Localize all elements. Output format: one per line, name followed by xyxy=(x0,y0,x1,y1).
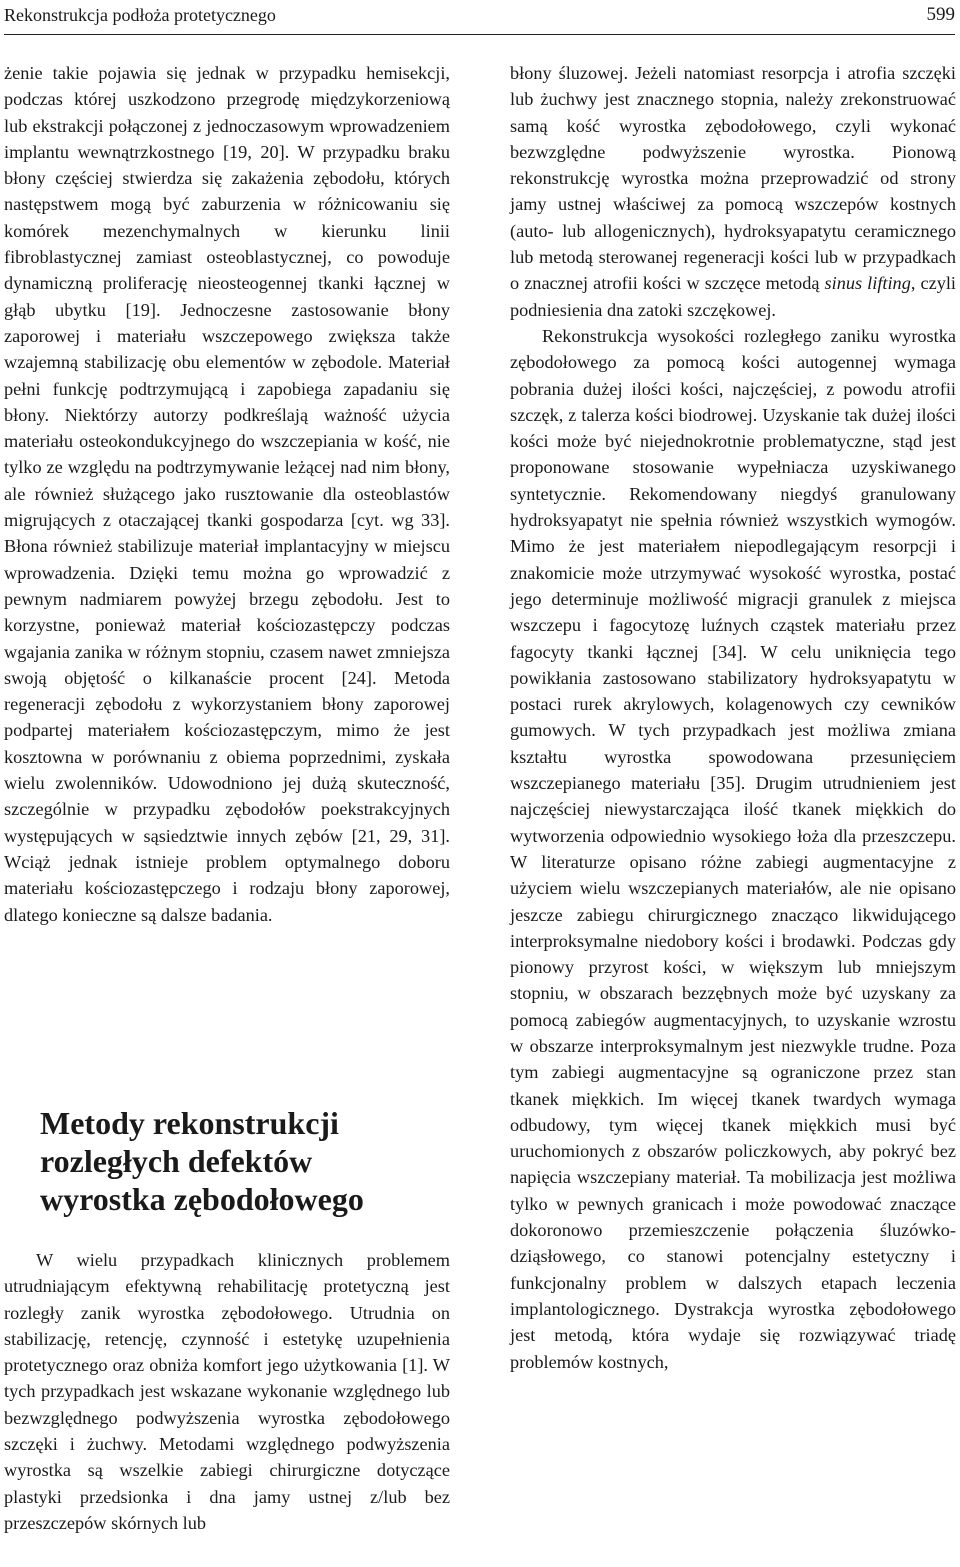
running-head xyxy=(4,0,955,30)
right-paragraph-1-text-b: , czyli podniesienia dna zatoki szczękowej. xyxy=(510,273,956,320)
left-column-upper xyxy=(4,60,450,928)
left-column-lower xyxy=(4,1247,450,1536)
right-paragraph-1 xyxy=(510,60,956,323)
header-rule xyxy=(4,34,955,35)
running-title: Rekonstrukcja podłoża protetycznego xyxy=(4,5,276,25)
right-paragraph-2: Rekonstrukcja wysokości rozległego zaniku wyrostka zębodołowego za pomocą kości autogennej wymaga pobrania dużej ilości kości, najczęściej, z powodu atrofii szczęk, z talerza kości biodrowej. Uzyskanie tak dużej ilości kości może być niejednokrotnie problematyczne, stąd jest proponowane stosowanie wypełniacza uzyskiwanego syntetycznie. Rekomendowany niegdyś granulowany hydroksyapatyt nie spełnia również wszystkich wymogów. Mimo że jest materiałem niepodlegającym resorpcji i znakomicie może utrzymywać wysokość wyrostka, postać jego determinuje możliwość migracji granulek z miejsca wszczepu i fagocytozę luźnych cząstek materiału przez fagocyty tkanki łącznej [34]. W celu uniknięcia tego powikłania zastosowano stabilizatory hydroksyapatytu w postaci rurek akrylowych, kolagenowych czy cewników gumowych. W tych przypadkach jest możliwa zmiana kształtu wyrostka spowodowana przesunięciem wszczepianego materiału [35]. Drugim utrudnieniem jest najczęściej niewystarczająca ilość tkanek miękkich do wytworzenia odpowiednio wysokiego łoża dla przeszczepu. W literaturze opisano różne zabiegi augmentacyjne z użyciem wielu wszczepianych materiałów, ale nie opisano jeszcze zabiegu chirurgicznego znacząco likwidującego interproksymalne niedobory kości i brodawki. Podczas gdy pionowy przyrost kości, w większym lub mniejszym stopniu, w obszarach bezzębnych może być uzyskany za pomocą zabiegów augmentacyjnych, to uzyskanie wzrostu w obszarze interproksymalnym jest niezwykle trudne. Poza tym zabiegi augmentacyjne są ograniczone przez stan tkanek miękkich. Im więcej tkanek twardych wymaga odbudowy, tym więcej tkanek miękkich musi być uruchomionych z obszarów policzkowych, aby pokryć bez napięcia wszczepiany materiał. Ta mobilizacja jest możliwa tylko w pewnych granicach i może powodować znaczące dokoronowo przemieszczenie połączenia śluzówko-dziąsłowego, co stanowi potencjalny estetyczny i funkcjonalny problem w dalszych etapach leczenia implantologicznego. Dystrakcja wyrostka zębodołowego jest metodą, która wydaje się rozwiązywać triadę problemów kostnych, xyxy=(510,325,956,1372)
page-number: 599 xyxy=(926,4,955,25)
left-paragraph-2: W wielu przypadkach klinicznych problemem utrudniającym efektywną rehabilitację protetyczną jest rozległy zanik wyrostka zębodołowego. Utrudnia on stabilizację, retencję, czynność i estetykę uzupełnienia protetycznego oraz obniża komfort jego użytkowania [1]. W tych przypadkach jest wskazane wykonanie względnego lub bezwzględnego podwyższenia wyrostka zębodołowego szczęki i żuchwy. Metodami względnego podwyższenia wyrostka są wszelkie zabiegi chirurgiczne dotyczące plastyki przedsionka i dna jamy ustnej z/lub bez przeszczepów skórnych lub xyxy=(4,1250,450,1533)
section-heading: Metody rekonstrukcji rozległych defektów wyrostka zębodołowego xyxy=(40,1105,364,1217)
right-column xyxy=(510,60,956,1375)
right-paragraph-1-text-a: błony śluzowej. Jeżeli natomiast resorpcja i atrofia szczęki lub żuchwy jest znacznego stopnia, należy zrekonstruować samą kość wyrostka zębodołowego, czyli wykonać bezwzględne podwyższenie wyrostka. Pionową rekonstrukcję wyrostka można przeprowadzić od strony jamy ustnej właściwej za pomocą wszczepów kostnych (auto- lub allogenicznych), hydroksyapatytu ceramicznego lub metodą sterowanej regeneracji kości lub w przypadkach o znacznej atrofii kości w szczęce metodą xyxy=(510,63,956,294)
left-paragraph-1: żenie takie pojawia się jednak w przypadku hemisekcji, podczas której uszkodzono przegrodę międzykorzeniową lub ekstrakcji połączonej z jednoczasowym wprowadzeniem implantu wewnątrzkostnego [19, 20]. W przypadku braku błony częściej stwierdza się zakażenia zębodołu, których następstwem mogą być zaburzenia w różnicowaniu się komórek mezenchymalnych w kierunku linii fibroblastycznej zamiast osteoblastycznej, co powoduje dynamiczną proliferację nieosteogennej tkanki łącznej w głąb ubytku [19]. Jednoczesne zastosowanie błony zaporowej i materiału wszczepowego zwiększa także wzajemną stabilizację obu elementów w zębodole. Materiał pełni funkcję podtrzymującą i zapobiega zapadaniu się błony. Niektórzy autorzy podkreślają ważność użycia materiału osteokondukcyjnego do wszczepiania w kość, nie tylko ze względu na podtrzymywanie leżącej nad nim błony, ale również służącego jako rusztowanie dla osteoblastów migrujących z otaczającej tkanki gospodarza [cyt. wg 33]. Błona również stabilizuje materiał implantacyjny w miejscu wprowadzenia. Dzięki temu można go wprowadzić z pewnym nadmiarem powyżej brzegu zębodołu. Jest to korzystne, ponieważ materiał kościozastępczy podczas wgajania zanika w różnym stopniu, czasem nawet zmniejsza swoją objętość o kilkanaście procent [24]. Metoda regeneracji zębodołu z wykorzystaniem błony zaporowej podpartej materiałem kościozastępczym, mimo że jest kosztowna w porównaniu z obiema poprzednimi, zyskała wielu zwolenników. Udowodniono jej dużą skuteczność, szczególnie w przypadku zębodołów poekstrakcyjnych występujących w sąsiedztwie innych zębów [21, 29, 31]. Wciąż jednak istnieje problem optymalnego doboru materiału kościozastępczego i rodzaju błony zaporowej, dlatego konieczne są dalsze badania. xyxy=(4,63,450,925)
right-paragraph-1-italic: sinus lifting xyxy=(824,273,911,294)
